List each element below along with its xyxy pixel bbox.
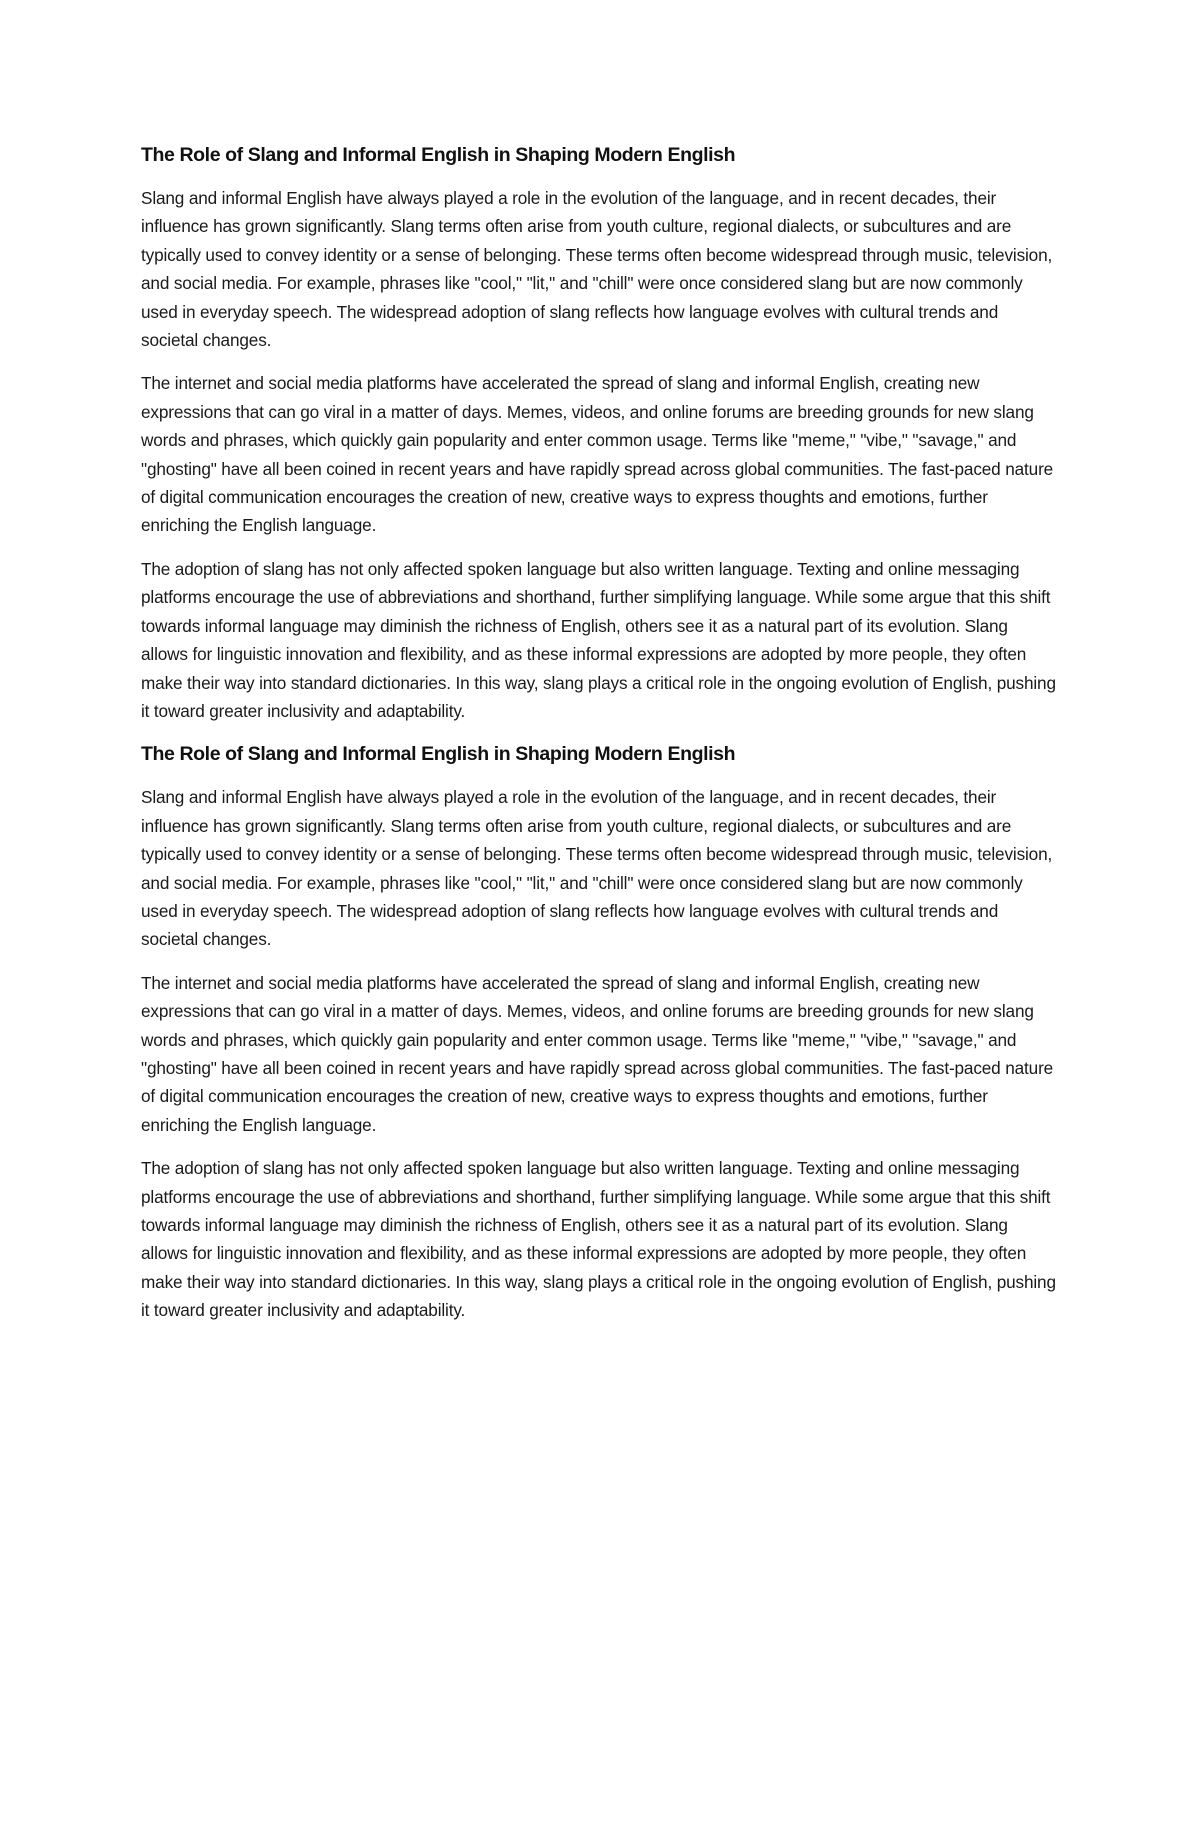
article-section-1 (141, 141, 1059, 725)
document-body (141, 141, 1059, 1340)
body-paragraph: Slang and informal English have always played a role in the evolution of the language, and in recent decades, their influence has grown significantly. Slang terms often arise from youth culture, regional dialects, or subcultures and are typically used to convey identity or a sense of belonging. These terms often become widespread through music, television, and social media. For example, phrases like "cool," "lit," and "chill" were once considered slang but are now commonly used in everyday speech. The widespread adoption of slang reflects how language evolves with cultural trends and societal changes. (141, 787, 1053, 950)
body-paragraph: The internet and social media platforms have accelerated the spread of slang and informal English, creating new expressions that can go viral in a matter of days. Memes, videos, and online forums are breeding grounds for new slang words and phrases, which quickly gain popularity and enter common usage. Terms like "meme," "vibe," "savage," and "ghosting" have all been coined in recent years and have rapidly spread across global communities. The fast-paced nature of digital communication encourages the creation of new, creative ways to express thoughts and emotions, further enriching the English language. (141, 972, 1054, 1135)
section-heading: The Role of Slang and Informal English in Shaping Modern English (141, 743, 736, 766)
body-paragraph: The adoption of slang has not only affected spoken language but also written language. Texting and online messaging platforms encourage the use of abbreviations and shorthand, further simplifying language. While some argue that this shift towards informal language may diminish the richness of English, others see it as a natural part of its evolution. Slang allows for linguistic innovation and flexibility, and as these informal expressions are adopted by more people, they often make their way into standard dictionaries. In this way, slang plays a critical role in the ongoing evolution of English, pushing it toward greater inclusivity and adaptability. (141, 1158, 1056, 1321)
body-paragraph: The internet and social media platforms have accelerated the spread of slang and informal English, creating new expressions that can go viral in a matter of days. Memes, videos, and online forums are breeding grounds for new slang words and phrases, which quickly gain popularity and enter common usage. Terms like "meme," "vibe," "savage," and "ghosting" have all been coined in recent years and have rapidly spread across global communities. The fast-paced nature of digital communication encourages the creation of new, creative ways to express thoughts and emotions, further enriching the English language. (141, 373, 1054, 536)
section-heading: The Role of Slang and Informal English in Shaping Modern English (141, 144, 736, 166)
article-section-2 (141, 740, 1059, 1324)
body-paragraph: The adoption of slang has not only affected spoken language but also written language. Texting and online messaging platforms encourage the use of abbreviations and shorthand, further simplifying language. While some argue that this shift towards informal language may diminish the richness of English, others see it as a natural part of its evolution. Slang allows for linguistic innovation and flexibility, and as these informal expressions are adopted by more people, they often make their way into standard dictionaries. In this way, slang plays a critical role in the ongoing evolution of English, pushing it toward greater inclusivity and adaptability. (141, 558, 1056, 721)
body-paragraph: Slang and informal English have always played a role in the evolution of the language, and in recent decades, their influence has grown significantly. Slang terms often arise from youth culture, regional dialects, or subcultures and are typically used to convey identity or a sense of belonging. These terms often become widespread through music, television, and social media. For example, phrases like "cool," "lit," and "chill" were once considered slang but are now commonly used in everyday speech. The widespread adoption of slang reflects how language evolves with cultural trends and societal changes. (141, 188, 1053, 351)
